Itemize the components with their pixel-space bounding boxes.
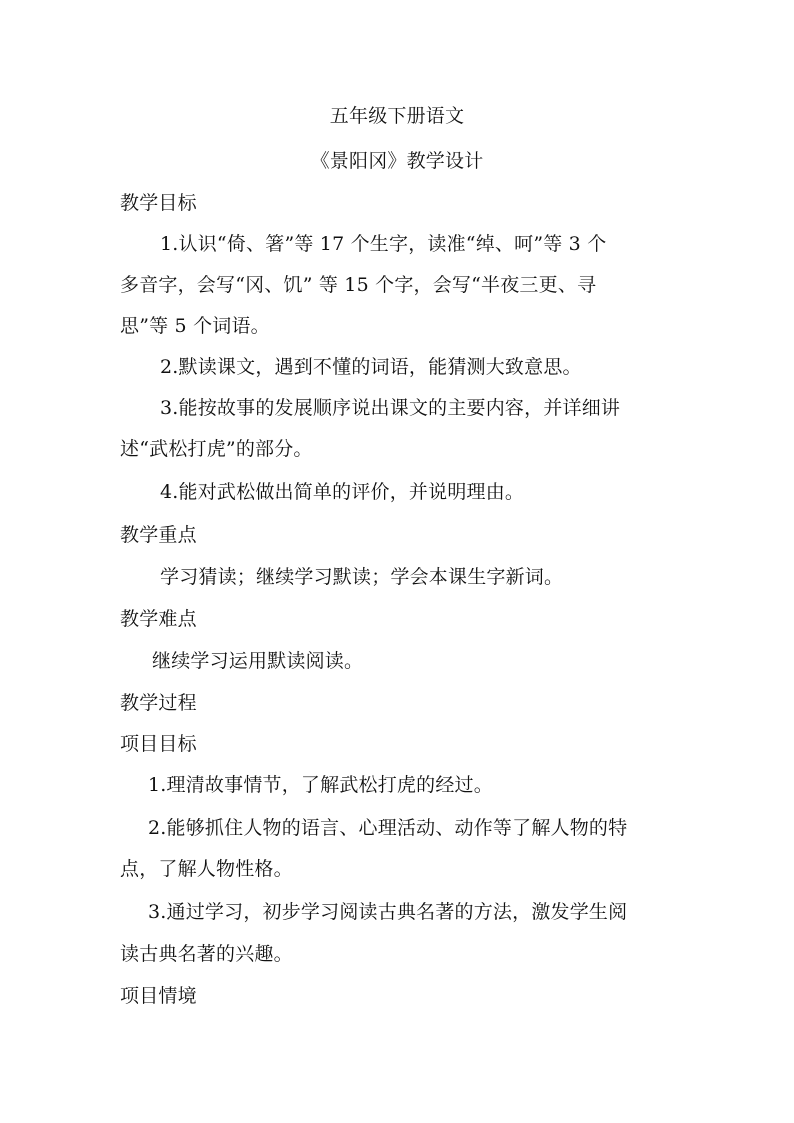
section-heading-process: 教学过程	[120, 692, 197, 714]
project-goal-item-1: 1.理清故事情节，了解武松打虎的经过。	[148, 774, 493, 796]
difficulties-text: 继续学习运用默读阅读。	[152, 650, 364, 672]
section-heading-difficulties: 教学难点	[120, 608, 197, 630]
section-heading-project-goals: 项目目标	[120, 733, 197, 755]
goal-item-2: 2.默读课文，遇到不懂的词语，能猜测大致意思。	[160, 356, 582, 378]
project-goal-item-3-line-1: 3.通过学习，初步学习阅读古典名著的方法，激发学生阅	[148, 901, 628, 923]
section-heading-project-context: 项目情境	[120, 985, 197, 1007]
goal-item-1-line-2: 多音字，会写“冈、饥” 等 15 个字，会写“半夜三更、寻	[120, 274, 597, 296]
key-points-text: 学习猜读；继续学习默读；学会本课生字新词。	[160, 566, 564, 588]
goal-item-3-line-1: 3.能按故事的发展顺序说出课文的主要内容，并详细讲	[160, 397, 621, 419]
project-goal-item-2-line-2: 点，了解人物性格。	[120, 858, 293, 880]
goal-item-1-line-1: 1.认识“倚、箸”等 17 个生字，读准“绰、呵”等 3 个	[160, 233, 607, 255]
section-heading-goals: 教学目标	[120, 192, 197, 214]
goal-item-3-line-2: 述“武松打虎”的部分。	[120, 438, 313, 460]
goal-item-4: 4.能对武松做出简单的评价，并说明理由。	[160, 481, 525, 503]
project-goal-item-2-line-1: 2.能够抓住人物的语言、心理活动、动作等了解人物的特	[148, 817, 628, 839]
section-heading-key-points: 教学重点	[120, 524, 197, 546]
goal-item-1-line-3: 思”等 5 个词语。	[120, 315, 270, 337]
document-title: 五年级下册语文	[329, 105, 465, 127]
project-goal-item-3-line-2: 读古典名著的兴趣。	[120, 943, 293, 965]
document-subtitle: 《景阳冈》教学设计	[310, 150, 484, 172]
